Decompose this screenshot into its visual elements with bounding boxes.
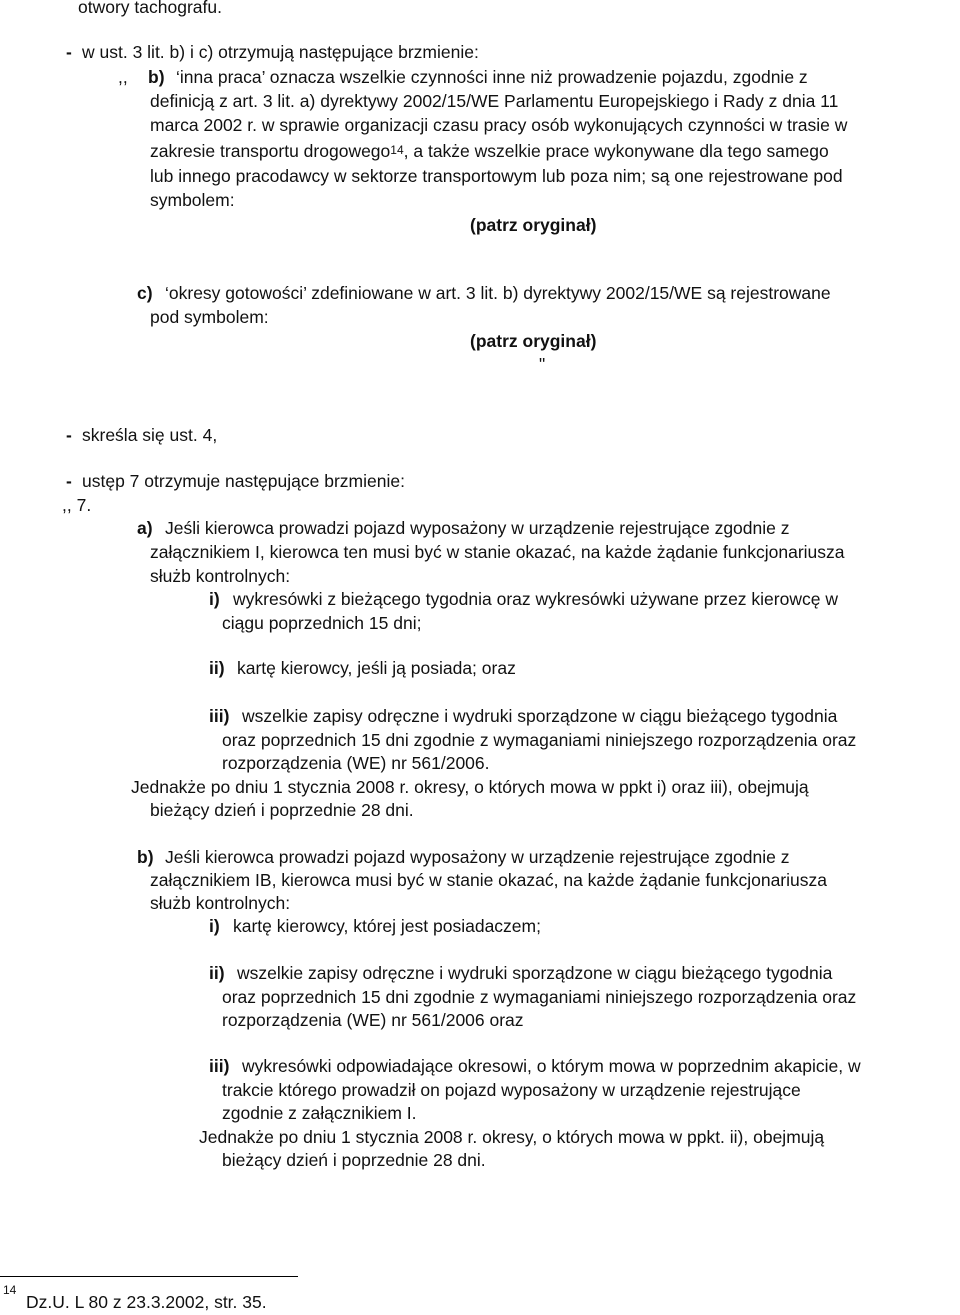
text-line: Jednakże po dniu 1 stycznia 2008 r. okresy, o których mowa w ppkt. ii), obejmują: [199, 1127, 825, 1147]
text-line: załącznikiem I, kierowca ten musi być w stanie okazać, na każde żądanie funkcjonariusza: [150, 542, 845, 562]
subitem-label: ii): [209, 658, 225, 678]
text-line: kartę kierowcy, której jest posiadaczem;: [233, 916, 541, 936]
text-line: służb kontrolnych:: [150, 893, 291, 913]
paragraph-number: ,, 7.: [62, 495, 92, 515]
subitem-label: i): [209, 589, 220, 609]
closing-quote: ": [539, 354, 546, 374]
footnote-separator: [0, 1276, 298, 1277]
text-line: bieżący dzień i poprzednie 28 dni.: [222, 1150, 486, 1170]
text-line: rozporządzenia (WE) nr 561/2006.: [222, 753, 490, 773]
bullet-dash: -: [66, 471, 72, 491]
bullet-dash: -: [66, 42, 72, 62]
item-label-b: b): [148, 67, 165, 87]
item-label-a: a): [137, 518, 153, 538]
text-line: pod symbolem:: [150, 307, 269, 327]
text-line: lub innego pracodawcy w sektorze transportowym lub poza nim; są one rejestrowane pod: [150, 166, 843, 186]
text-line: ‘okresy gotowości’ zdefiniowane w art. 3 lit. b) dyrektywy 2002/15/WE są rejestrowane: [165, 283, 831, 303]
item-label-c: c): [137, 283, 153, 303]
subitem-label: ii): [209, 963, 225, 983]
text-line: wykresówki odpowiadające okresowi, o którym mowa w poprzednim akapicie, w: [242, 1056, 861, 1076]
text-line: załącznikiem IB, kierowca musi być w stanie okazać, na każde żądanie funkcjonariusza: [150, 870, 827, 890]
bullet-dash: -: [66, 425, 72, 445]
text-line: wszelkie zapisy odręczne i wydruki sporządzone w ciągu bieżącego tygodnia: [237, 963, 833, 983]
text-line: ustęp 7 otrzymuje następujące brzmienie:: [82, 471, 405, 491]
subitem-label: iii): [209, 706, 230, 726]
text-line: Jeśli kierowca prowadzi pojazd wyposażony w urządzenie rejestrujące zgodnie z: [165, 847, 790, 867]
text-line: definicją z art. 3 lit. a) dyrektywy 2002/15/WE Parlamentu Europejskiego i Rady z dnia 11: [150, 91, 839, 111]
text-line: oraz poprzednich 15 dni zgodnie z wymaganiami niniejszego rozporządzenia oraz: [222, 987, 857, 1007]
text-segment: , a także wszelkie prace wykonywane dla tego samego: [403, 141, 829, 161]
text-segment: zakresie transportu drogowego: [150, 141, 391, 161]
opening-quote: ,,: [118, 67, 128, 87]
text-line: skreśla się ust. 4,: [82, 425, 218, 445]
text-line: służb kontrolnych:: [150, 566, 291, 586]
text-line: marca 2002 r. w sprawie organizacji czasu pracy osób wykonujących czynności w trasie w: [150, 115, 848, 135]
text-line: Jednakże po dniu 1 stycznia 2008 r. okresy, o których mowa w ppkt i) oraz iii), obejmują: [131, 777, 809, 797]
text-line: zgodnie z załącznikiem I.: [222, 1103, 417, 1123]
text-line: wszelkie zapisy odręczne i wydruki sporządzone w ciągu bieżącego tygodnia: [242, 706, 838, 726]
subitem-label: i): [209, 916, 220, 936]
text-line: trakcie którego prowadził on pojazd wyposażony w urządzenie rejestrujące: [222, 1080, 801, 1100]
text-line-with-footnote: [150, 140, 829, 164]
text-line: bieżący dzień i poprzednie 28 dni.: [150, 800, 414, 820]
subitem-label: iii): [209, 1056, 230, 1076]
see-original-note: (patrz oryginał): [470, 331, 597, 351]
text-line: oraz poprzednich 15 dni zgodnie z wymaganiami niniejszego rozporządzenia oraz: [222, 730, 857, 750]
text-line: ciągu poprzednich 15 dni;: [222, 613, 422, 633]
text-line: Jeśli kierowca prowadzi pojazd wyposażony w urządzenie rejestrujące zgodnie z: [165, 518, 790, 538]
text-line: w ust. 3 lit. b) i c) otrzymują następujące brzmienie:: [82, 42, 479, 62]
text-line: ‘inna praca’ oznacza wszelkie czynności inne niż prowadzenie pojazdu, zgodnie z: [176, 67, 808, 87]
text-line: wykresówki z bieżącego tygodnia oraz wykresówki używane przez kierowcę w: [233, 589, 838, 609]
footnote-reference: 14: [390, 143, 404, 157]
footnote-number: 14: [3, 1283, 17, 1297]
see-original-note: (patrz oryginał): [470, 215, 597, 235]
text-line: symbolem:: [150, 190, 235, 210]
item-label-b: b): [137, 847, 154, 867]
text-line: otwory tachografu.: [78, 0, 222, 17]
text-line: rozporządzenia (WE) nr 561/2006 oraz: [222, 1010, 524, 1030]
text-line: kartę kierowcy, jeśli ją posiada; oraz: [237, 658, 516, 678]
footnote-text: Dz.U. L 80 z 23.3.2002, str. 35.: [26, 1292, 267, 1312]
